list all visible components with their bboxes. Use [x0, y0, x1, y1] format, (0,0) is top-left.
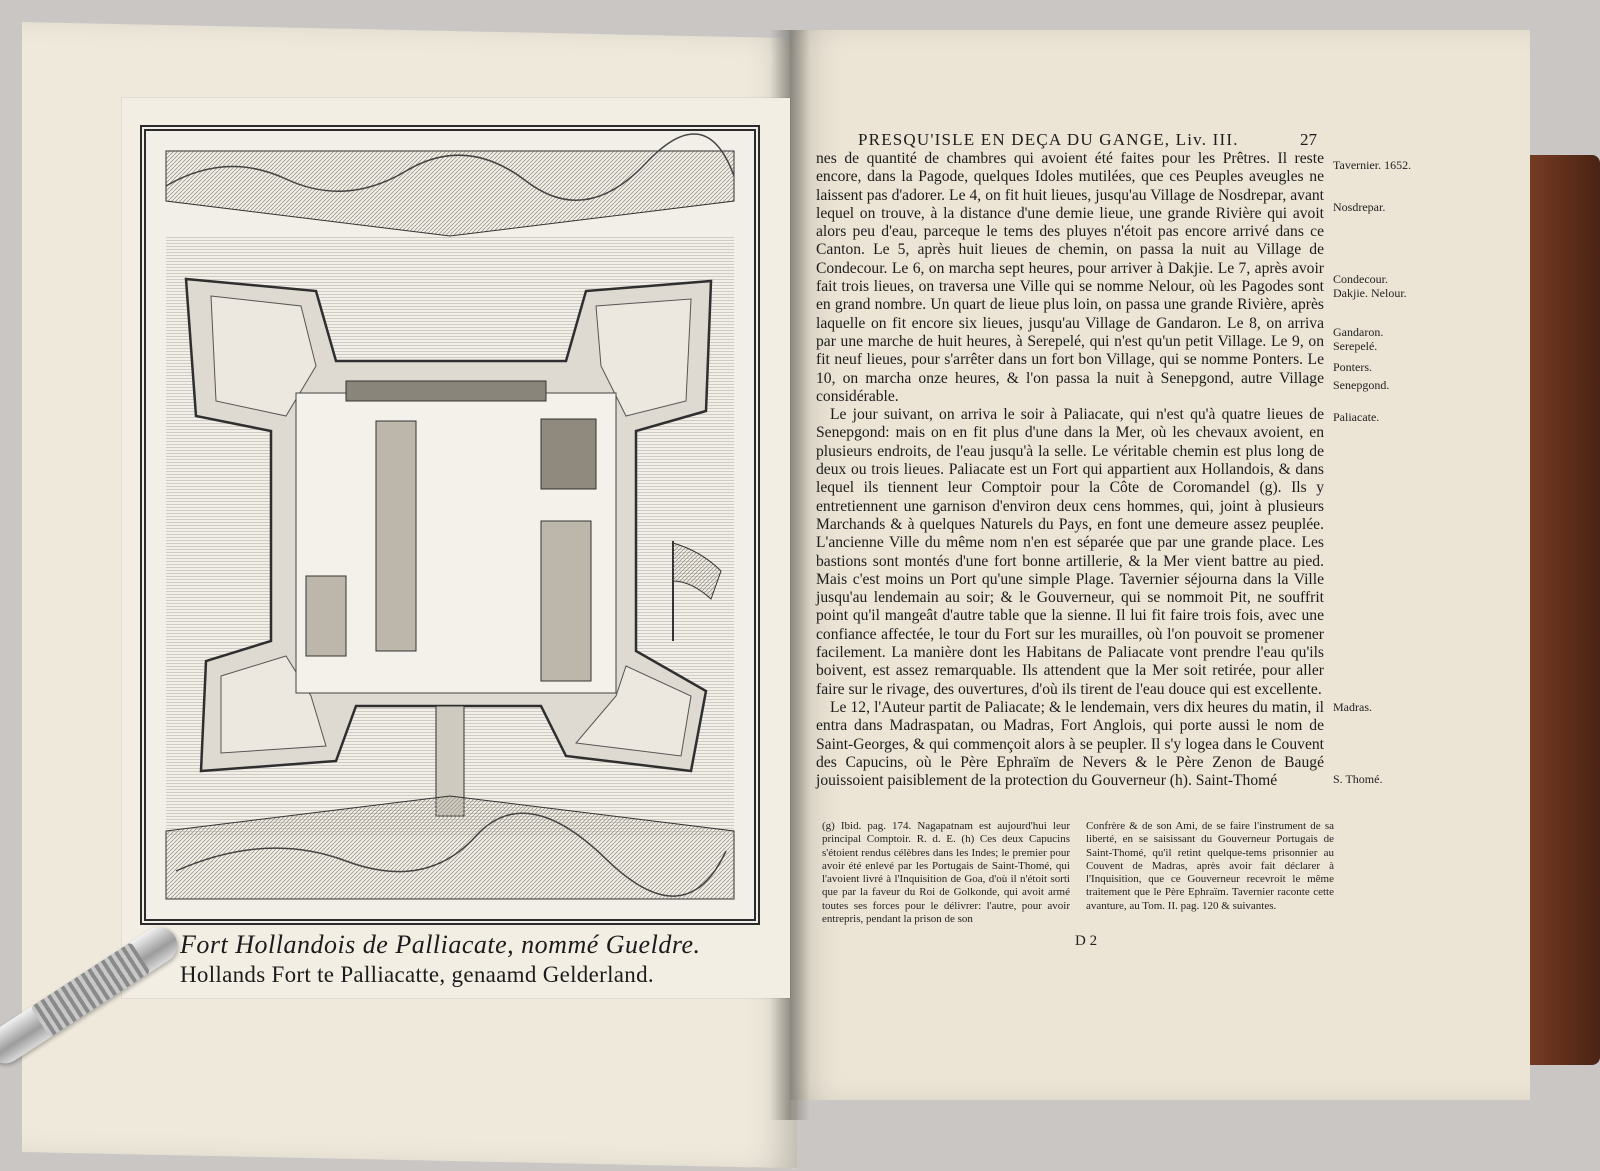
- running-head: PRESQU'ISLE EN DEÇA DU GANGE, Liv. III.: [858, 130, 1239, 149]
- paragraph: Le 12, l'Auteur partit de Paliacate; & le lendemain, vers dix heures du matin, il entra dans Madraspatan, ou Madras, Fort Anglois, qui porte aussi le nom de Saint-Georges, & qui commençoit alors à se peupler. Il s'y logea dans le Couvent des Capucins, où le Père Ephraïm de Nevers & le Père Zenon de Baugé jouissoient paisiblement de la protection du Gouverneur (h). Saint-Thomé: [816, 698, 1324, 790]
- main-text: [816, 150, 1324, 790]
- margin-note: Senepgond.: [1333, 378, 1390, 392]
- footnotes-left-column: (g) Ibid. pag. 174. Nagapatnam est aujourd'hui leur principal Comptoir. R. d. E. (h) Ces deux Capucins s'étoient rendus célèbres dans les Indes; le premier pour avoir été enlevé par les Portugais de Saint-Thomé, qui l'avoient livré à l'Inquisition de Goa, d'où il n'étoit sorti que par la faveur du Roi de Golkonde, qui avoit armé toutes ses forces pour le délivrer: l'autre, pour avoir entrepris, pendant la prison de son: [822, 820, 1070, 926]
- paragraph: nes de quantité de chambres qui avoient été faites pour les Prêtres. Il reste encore, dans la Pagode, quelques Idoles mutilées, que ces Peuples aveugles ne laissent pas d'adorer. Le 4, on fit huit lieues, jusqu'au Village de Nosdrepar, avant lequel on trouve, à la distance d'une demie lieue, une grande Rivière qui avoit alors peu d'eau, parceque le tems des pluyes n'étoit pas encore arrivé dans ce Canton. Le 5, après huit lieues de chemin, on passa la nuit au Village de Condecour. Le 6, on marcha sept heures, pour arriver à Dakjie. Le 7, après avoir fait trois lieues, on traversa une Ville qui se nomme Nelour, où les Pagodes sont en grand nombre. Un quart de lieue plus loin, on passa une grande Rivière, après laquelle on fit encore six lieues, jusqu'au Village de Gandaron. Le 8, on arriva par une marche de huit heures, à Serepelé, qui n'est qu'un petit Village. Le 9, on fit neuf lieues, pour s'arrêter dans un fort bon Village, qui se nomme Ponters. Le 10, on marcha onze heures, & l'on passa la nuit à Senepgond, autre Village considérable.: [816, 150, 1324, 405]
- margin-note: Tavernier. 1652.: [1333, 158, 1412, 172]
- plate-caption-french: Fort Hollandois de Palliacate, nommé Gueldre.: [180, 930, 701, 959]
- margin-note: S. Thomé.: [1333, 772, 1383, 786]
- footnotes: [822, 820, 1334, 926]
- margin-note: Nosdrepar.: [1333, 200, 1386, 214]
- book-cover-right: [1520, 155, 1600, 1065]
- margin-note: Condecour. Dakjie. Nelour.: [1333, 272, 1407, 300]
- margin-note: Paliacate.: [1333, 410, 1380, 424]
- engraving-frame: [140, 125, 760, 925]
- page-number: 27: [1300, 130, 1317, 149]
- footnotes-right-column: Confrère & de son Ami, de se faire l'instrument de sa liberté, en se saisissant du Gouverneur Portugais de Saint-Thomé, qu'il retint quelque-tems prisonnier au Couvent de Madras, après avoir fait déclarer à l'Inquisition, que ce Gouverneur recevroit le même traitement que le Père Ephraïm. Tavernier raconte cette avanture, au Tom. II. pag. 120 & suivantes.: [1086, 820, 1334, 912]
- signature-mark: D 2: [1075, 933, 1098, 949]
- plate-caption-dutch: Hollands Fort te Palliacatte, genaamd Gelderland.: [180, 962, 654, 987]
- margin-note: Gandaron. Serepelé.: [1333, 325, 1384, 353]
- fort-engraving: [146, 131, 754, 919]
- margin-note: Ponters.: [1333, 360, 1372, 374]
- paragraph: Le jour suivant, on arriva le soir à Paliacate, qui n'est qu'à quatre lieues de Senepgond: mais on en fit plus d'une dans la Mer, où les chevaux avoient, en plusieurs endroits, de l'eau jusqu'à la selle. Le véritable chemin est plus long de deux ou trois lieues. Paliacate est un Fort qui appartient aux Hollandois, & dans lequel ils tiennent leur Comptoir pour la Côte de Coromandel (g). Ils y entretiennent une garnison d'environ deux cens hommes, qui, joint à plusieurs Marchands & à quelques Naturels du Pays, en font une demeure assez peuplée. L'ancienne Ville du même nom n'en est séparée que par une grande place. Les bastions sont montés d'une fort bonne artillerie, & la Mer vient battre au pied. Mais c'est moins un Port qu'une simple Plage. Tavernier séjourna dans la Ville jusqu'au lendemain au soir; & le Gouverneur, qui se nommoit Pit, ne souffrit point qu'il mangeât d'autre table que la sienne. Il lui fit faire trois fois, avec une confiance affectée, le tour du Fort sur les murailles, où l'on pouvoit se promener facilement. La manière dont les Habitans de Paliacate vont prendre l'eau qu'ils boivent, est assez remarquable. Ils attendent que la Mer soit retirée, pour aller faire sur le rivage, des ouvertures, d'où ils tirent de l'eau douce qui est excellente.: [816, 406, 1324, 698]
- margin-note: Madras.: [1333, 700, 1372, 714]
